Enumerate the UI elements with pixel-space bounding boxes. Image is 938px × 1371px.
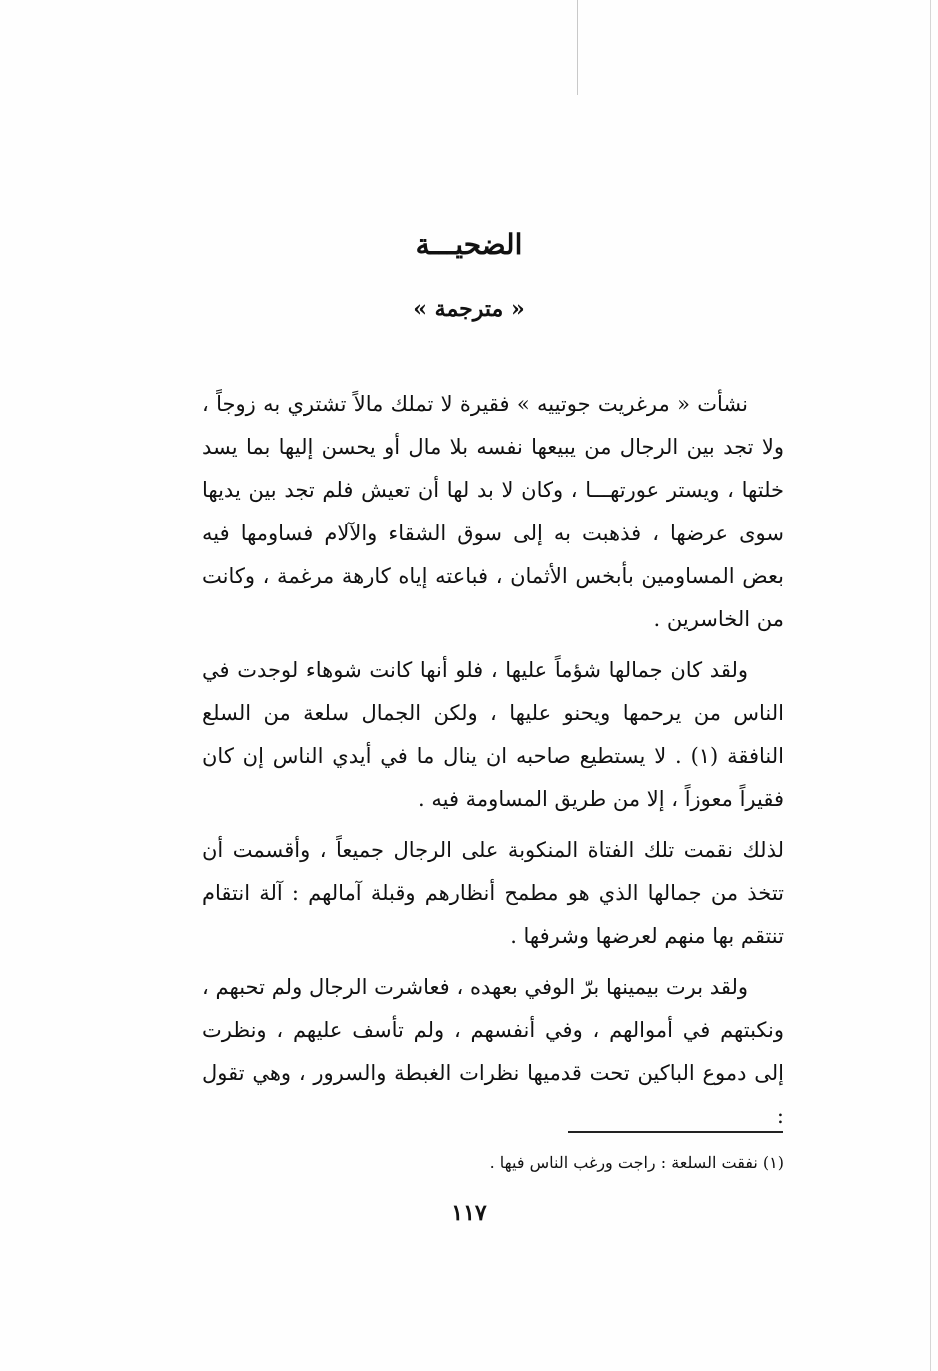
chapter-title: الضحيـــة — [415, 228, 523, 261]
footnote: (١) نفقت السلعة : راجت ورغب الناس فيها . — [489, 1153, 784, 1172]
paragraph: لذلك نقمت تلك الفتاة المنكوبة على الرجال جميعاً ، وأقسمت أن تتخذ من جمالها الذي هو مطمح أنظارهم وقبلة آمالهم : آلة انتقام تنتقم بها منهم لعرضها وشرفها . — [202, 838, 784, 948]
paragraph: ولقد كان جمالها شؤماً عليها ، فلو أنها كانت شوهاء لوجدت في الناس من يرحمها ويحنو عليها ، ولكن الجمال سلعة من السلع النافقة (١) . لا يستطيع صاحبه ان ينال ما في أيدي الناس إن كان فقيراً معوزاً ، إلا من طريق المساومة فيه . — [202, 658, 784, 811]
paragraph: نشأت « مرغريت جوتييه » فقيرة لا تملك مالاً تشتري به زوجاً ، ولا تجد بين الرجال من يبيعها نفسه بلا مال أو يحسن إليها بما يسد خلتها ، ويستر عورتهـــا ، وكان لا بد لها أن تعيش فلم تجد بين يديها سوى عرضها ، فذهبت به إلى سوق الشقاء والآلام فساومها فيه بعض المساومين بأبخس الأثمان ، فباعته إياه كارهة مرغمة ، وكانت من الخاسرين . — [202, 392, 784, 631]
chapter-subtitle: « مترجمة » — [413, 296, 525, 322]
paragraph: ولقد برت بيمينها برّ الوفي بعهده ، فعاشرت الرجال ولم تحبهم ، ونكبتهم في أموالهم ، وفي أنفسهم ، ولم تأسف عليهم ، ونظرت إلى دموع الباكين تحت قدميها نظرات الغبطة والسرور ، وهي تقول : — [202, 975, 784, 1128]
page-number: ١١٧ — [451, 1200, 487, 1226]
scan-edge-line — [930, 0, 931, 1371]
footnote-divider — [568, 1131, 783, 1133]
scan-artifact-line — [577, 0, 578, 95]
body-text — [202, 383, 784, 1146]
